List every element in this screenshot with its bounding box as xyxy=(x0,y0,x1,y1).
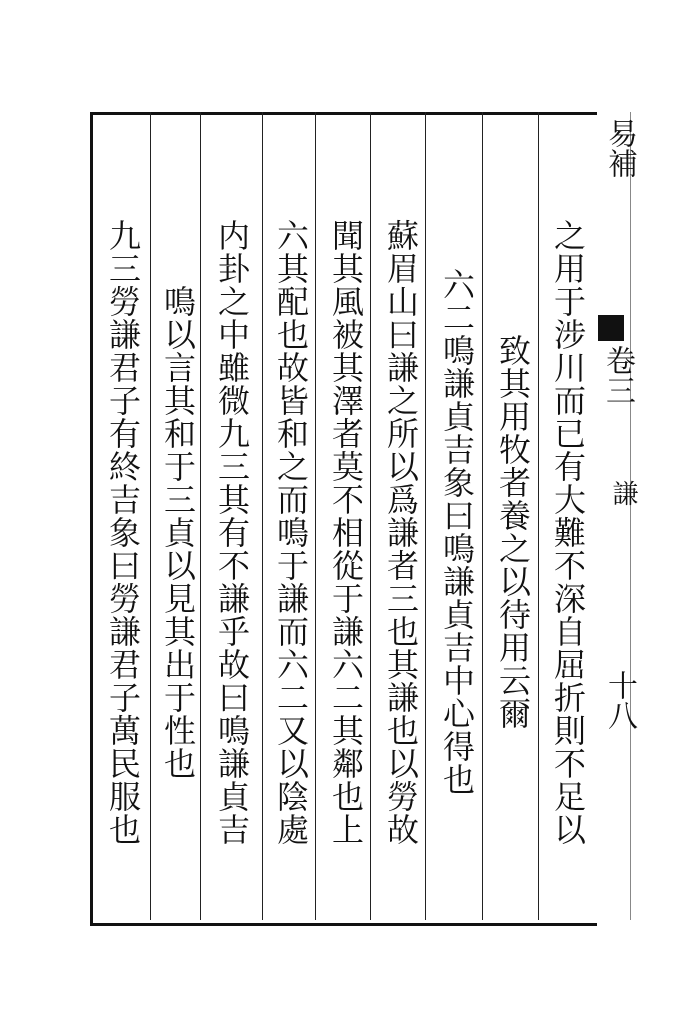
page-number: 十八 xyxy=(602,670,637,730)
volume-label: 卷三 xyxy=(600,345,635,405)
text-column-3: 六二鳴謙貞吉象曰鳴謙貞吉中心得也 xyxy=(438,268,476,796)
column-rule xyxy=(425,112,426,920)
column-rule xyxy=(262,112,263,920)
column-rule xyxy=(370,112,371,920)
fish-tail-mark xyxy=(598,315,624,341)
text-column-7: 内卦之中雖微九三其有不謙乎故曰鳴謙貞吉 xyxy=(213,218,251,846)
text-column-4: 蘇眉山曰謙之所以爲謙者三也其謙也以勞故 xyxy=(382,218,420,846)
fold-line xyxy=(630,112,631,920)
text-column-5: 聞其風被其澤者莫不相從于謙六二其鄰也上 xyxy=(327,218,365,846)
column-rule xyxy=(150,112,151,920)
text-column-1: 之用于涉川而已有大難不深自屈折則不足以 xyxy=(549,218,587,846)
book-title: 易補 xyxy=(602,118,637,178)
column-rule xyxy=(315,112,316,920)
column-rule xyxy=(482,112,483,920)
text-column-6: 六其配也故皆和之而鳴于謙而六二又以陰處 xyxy=(272,218,310,846)
text-column-9: 九三勞謙君子有終吉象曰勞謙君子萬民服也 xyxy=(104,218,142,846)
column-rule xyxy=(538,112,539,920)
text-column-8: 鳴以言其和于三貞以見其出于性也 xyxy=(159,284,197,780)
text-column-2: 致其用牧者養之以待用云爾 xyxy=(494,334,532,730)
section-label: 謙 xyxy=(608,480,638,506)
column-rule xyxy=(200,112,201,920)
